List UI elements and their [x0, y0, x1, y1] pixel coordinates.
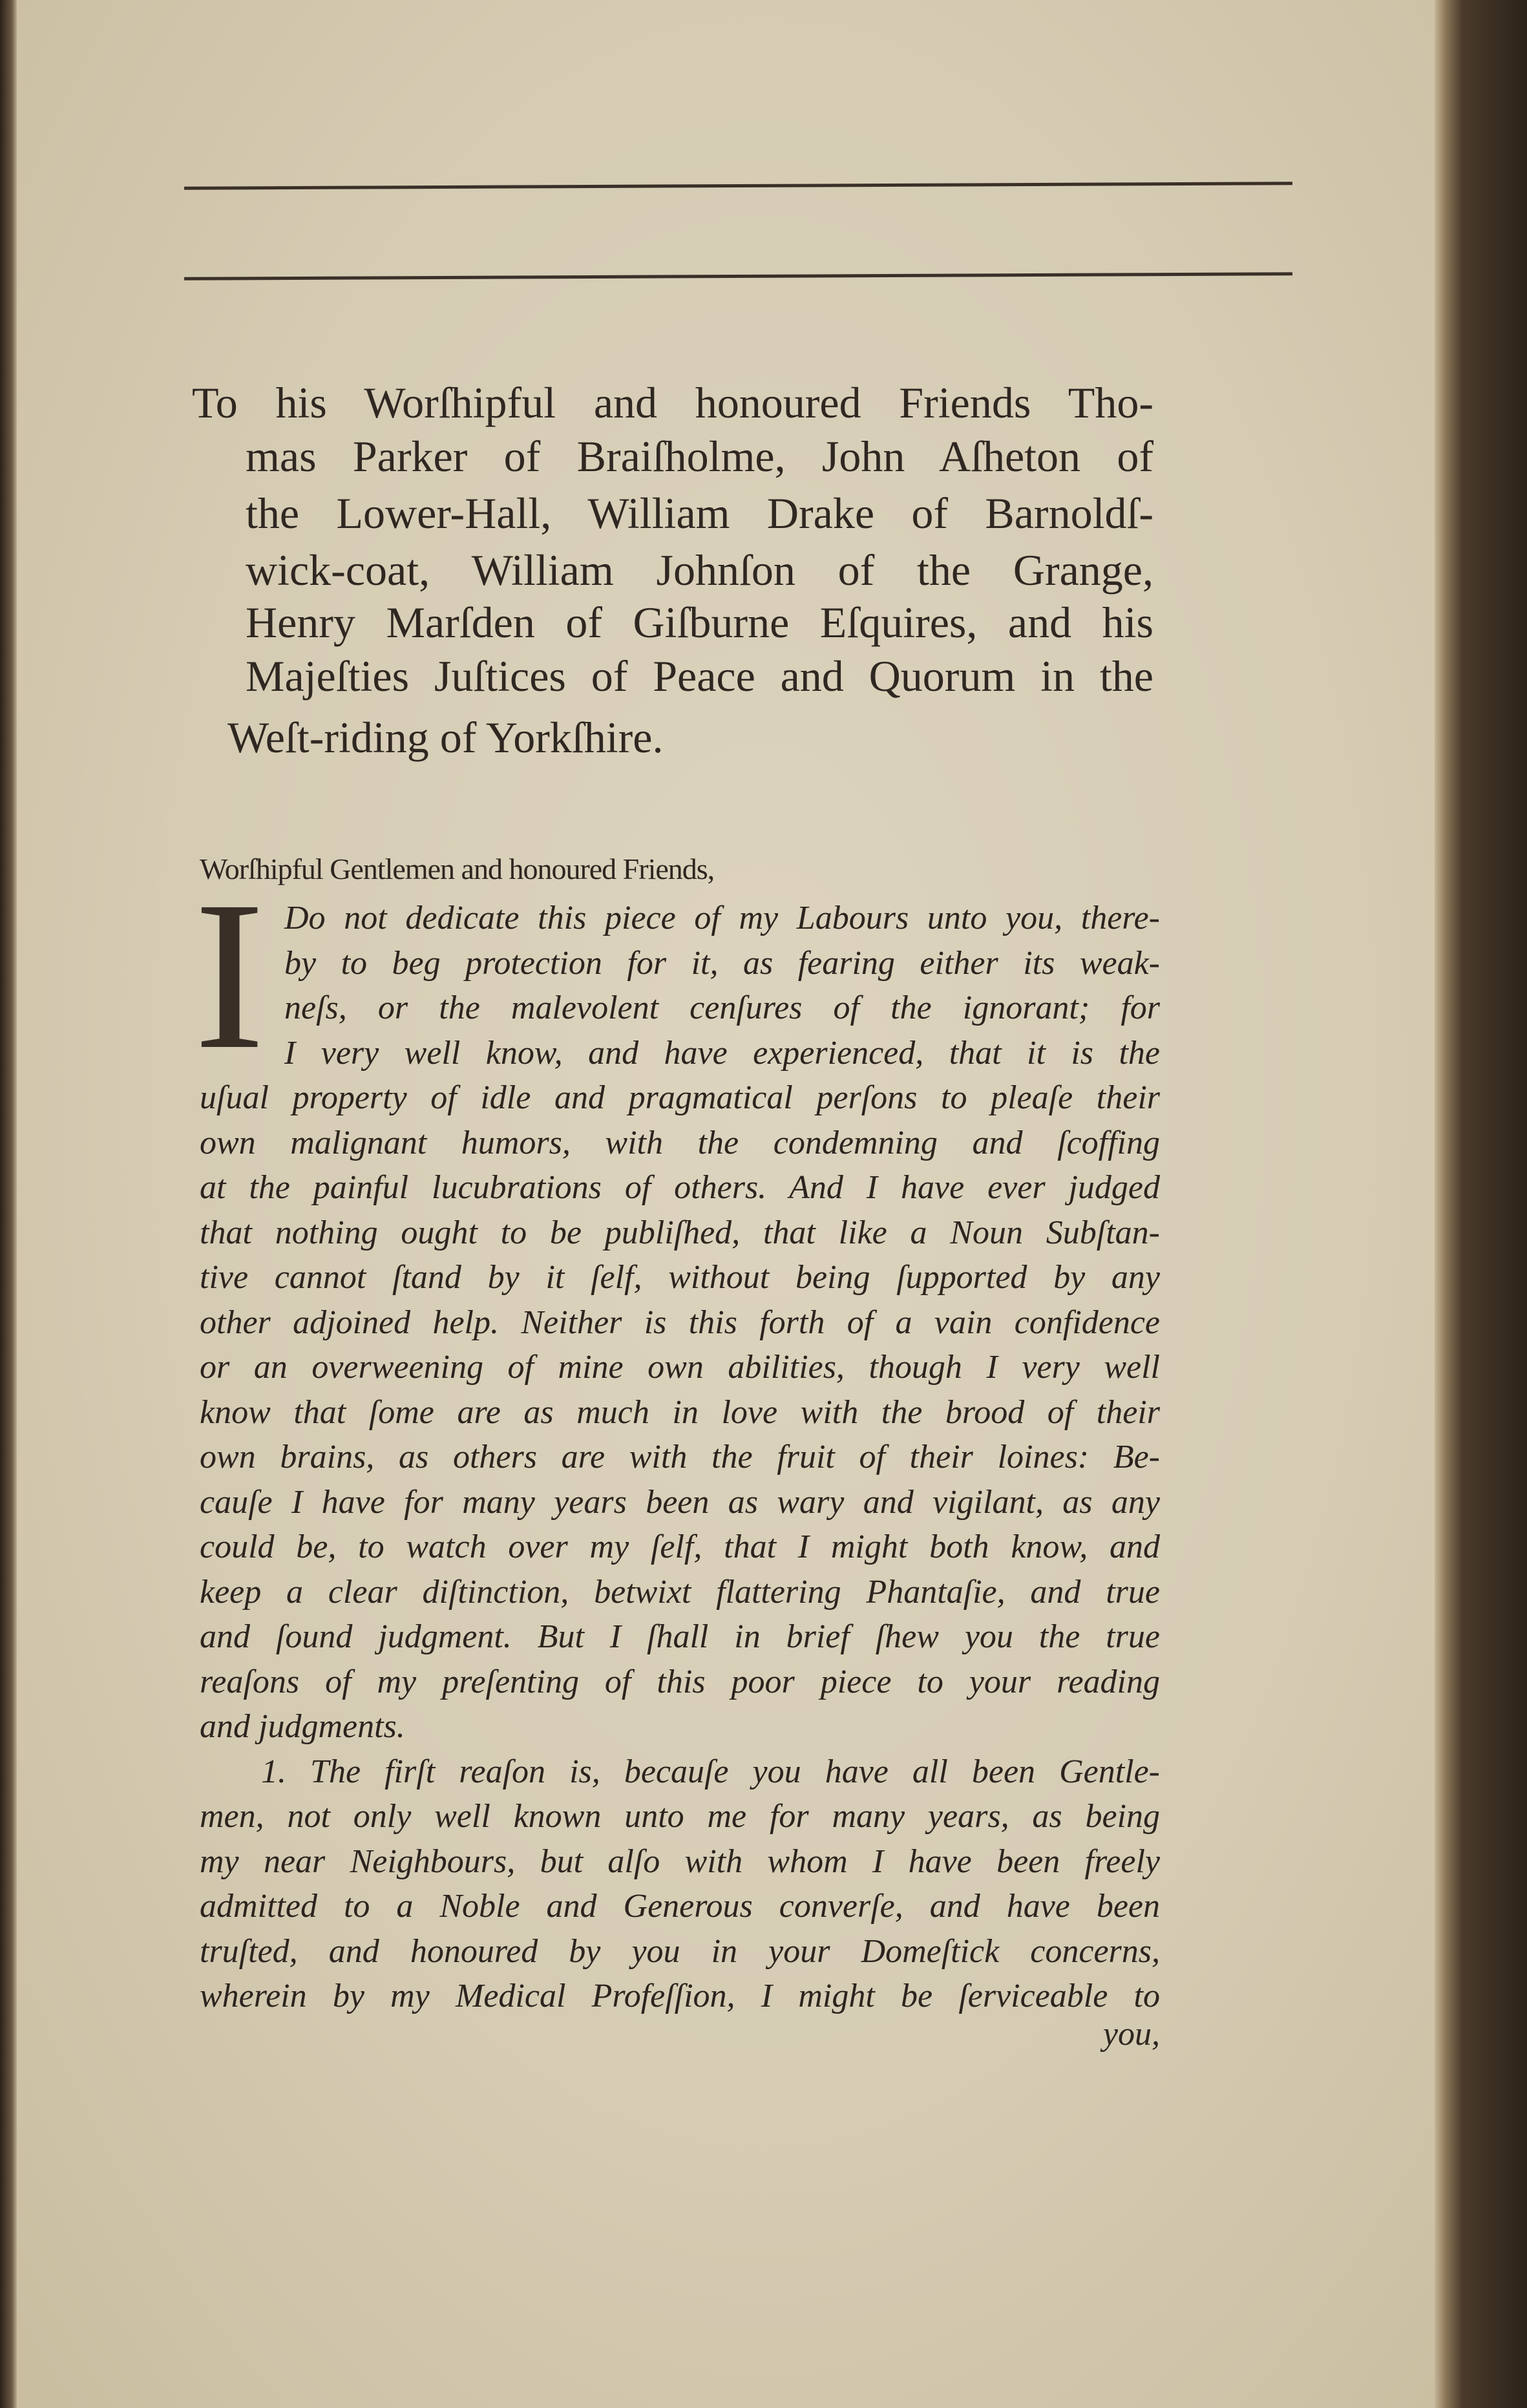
binding-edge [1435, 0, 1527, 2408]
body-line: tive cannot ſtand by it ſelf, without being ſupported by any [200, 1259, 1160, 1296]
body-line: could be, to watch over my ſelf, that I might both know, and [200, 1528, 1160, 1565]
body-line: own malignant humors, with the condemning and ſcoffing [200, 1124, 1160, 1161]
body-line: 1. The firſt reaſon is, becauſe you have all been Gentle- [261, 1753, 1160, 1790]
facing-page-edge [0, 0, 17, 2408]
body-line: at the painful lucubrations of others. And I have ever judged [200, 1169, 1160, 1206]
heading-line: Henry Marſden of Giſburne Eſquires, and his [246, 598, 1153, 647]
second-rule [184, 272, 1292, 280]
body-line: other adjoined help. Neither is this forth of a vain confidence [200, 1304, 1160, 1341]
heading-line: Weſt-riding of Yorkſhire. [227, 713, 664, 762]
body-line: men, not only well known unto me for many years, as being [200, 1798, 1160, 1835]
body-line: and judgments. [200, 1708, 405, 1745]
body-line: keep a clear diſtinction, betwixt flattering Phantaſie, and true [200, 1573, 1160, 1611]
body-line: I very well know, and have experienced, that it is the [284, 1034, 1160, 1072]
body-line: by to beg protection for it, as fearing either its weak- [284, 944, 1160, 982]
body-line: own brains, as others are with the fruit of their loines: Be- [200, 1439, 1160, 1475]
heading-line: Majeſties Juſtices of Peace and Quorum in the [246, 651, 1153, 701]
body-line: cauſe I have for many years been as wary and vigilant, as any [200, 1483, 1160, 1521]
body-line: admitted to a Noble and Generous converſe, and have been [200, 1888, 1160, 1925]
heading-line: To his Worſhipful and honoured Friends Tho- [192, 378, 1153, 427]
body-line: uſual property of idle and pragmatical perſons to pleaſe their [200, 1079, 1160, 1116]
body-line: neſs, or the malevolent cenſures of the ignorant; for [284, 989, 1160, 1026]
body-line: Do not dedicate this piece of my Labours unto you, there- [284, 900, 1160, 936]
top-rule [184, 182, 1292, 189]
salutation: Worſhipful Gentlemen and honoured Friends, [200, 852, 715, 885]
body-line: truſted, and honoured by you in your Domeſtick concerns, [200, 1932, 1160, 1970]
body-line: that nothing ought to be publiſhed, that like a Noun Subſtan- [200, 1214, 1160, 1251]
heading-line: the Lower-Hall, William Drake of Barnoldſ- [246, 489, 1153, 538]
drop-cap: I [194, 858, 265, 1093]
heading-line: mas Parker of Braiſholme, John Aſheton of [246, 432, 1153, 481]
body-line: reaſons of my preſenting of this poor piece to your reading [200, 1663, 1160, 1700]
body-line: wherein by my Medical Profeſſion, I might be ſerviceable to [200, 1978, 1160, 2014]
heading-line: wick-coat, William Johnſon of the Grange, [246, 545, 1153, 595]
body-line: or an overweening of mine own abilities, though I very well [200, 1349, 1160, 1386]
catchword: you, [1102, 2016, 1160, 2053]
body-line: my near Neighbours, but alſo with whom I have been freely [200, 1843, 1160, 1880]
body-line: and ſound judgment. But I ſhall in brief ſhew you the true [200, 1618, 1160, 1655]
body-line: know that ſome are as much in love with the brood of their [200, 1393, 1160, 1431]
